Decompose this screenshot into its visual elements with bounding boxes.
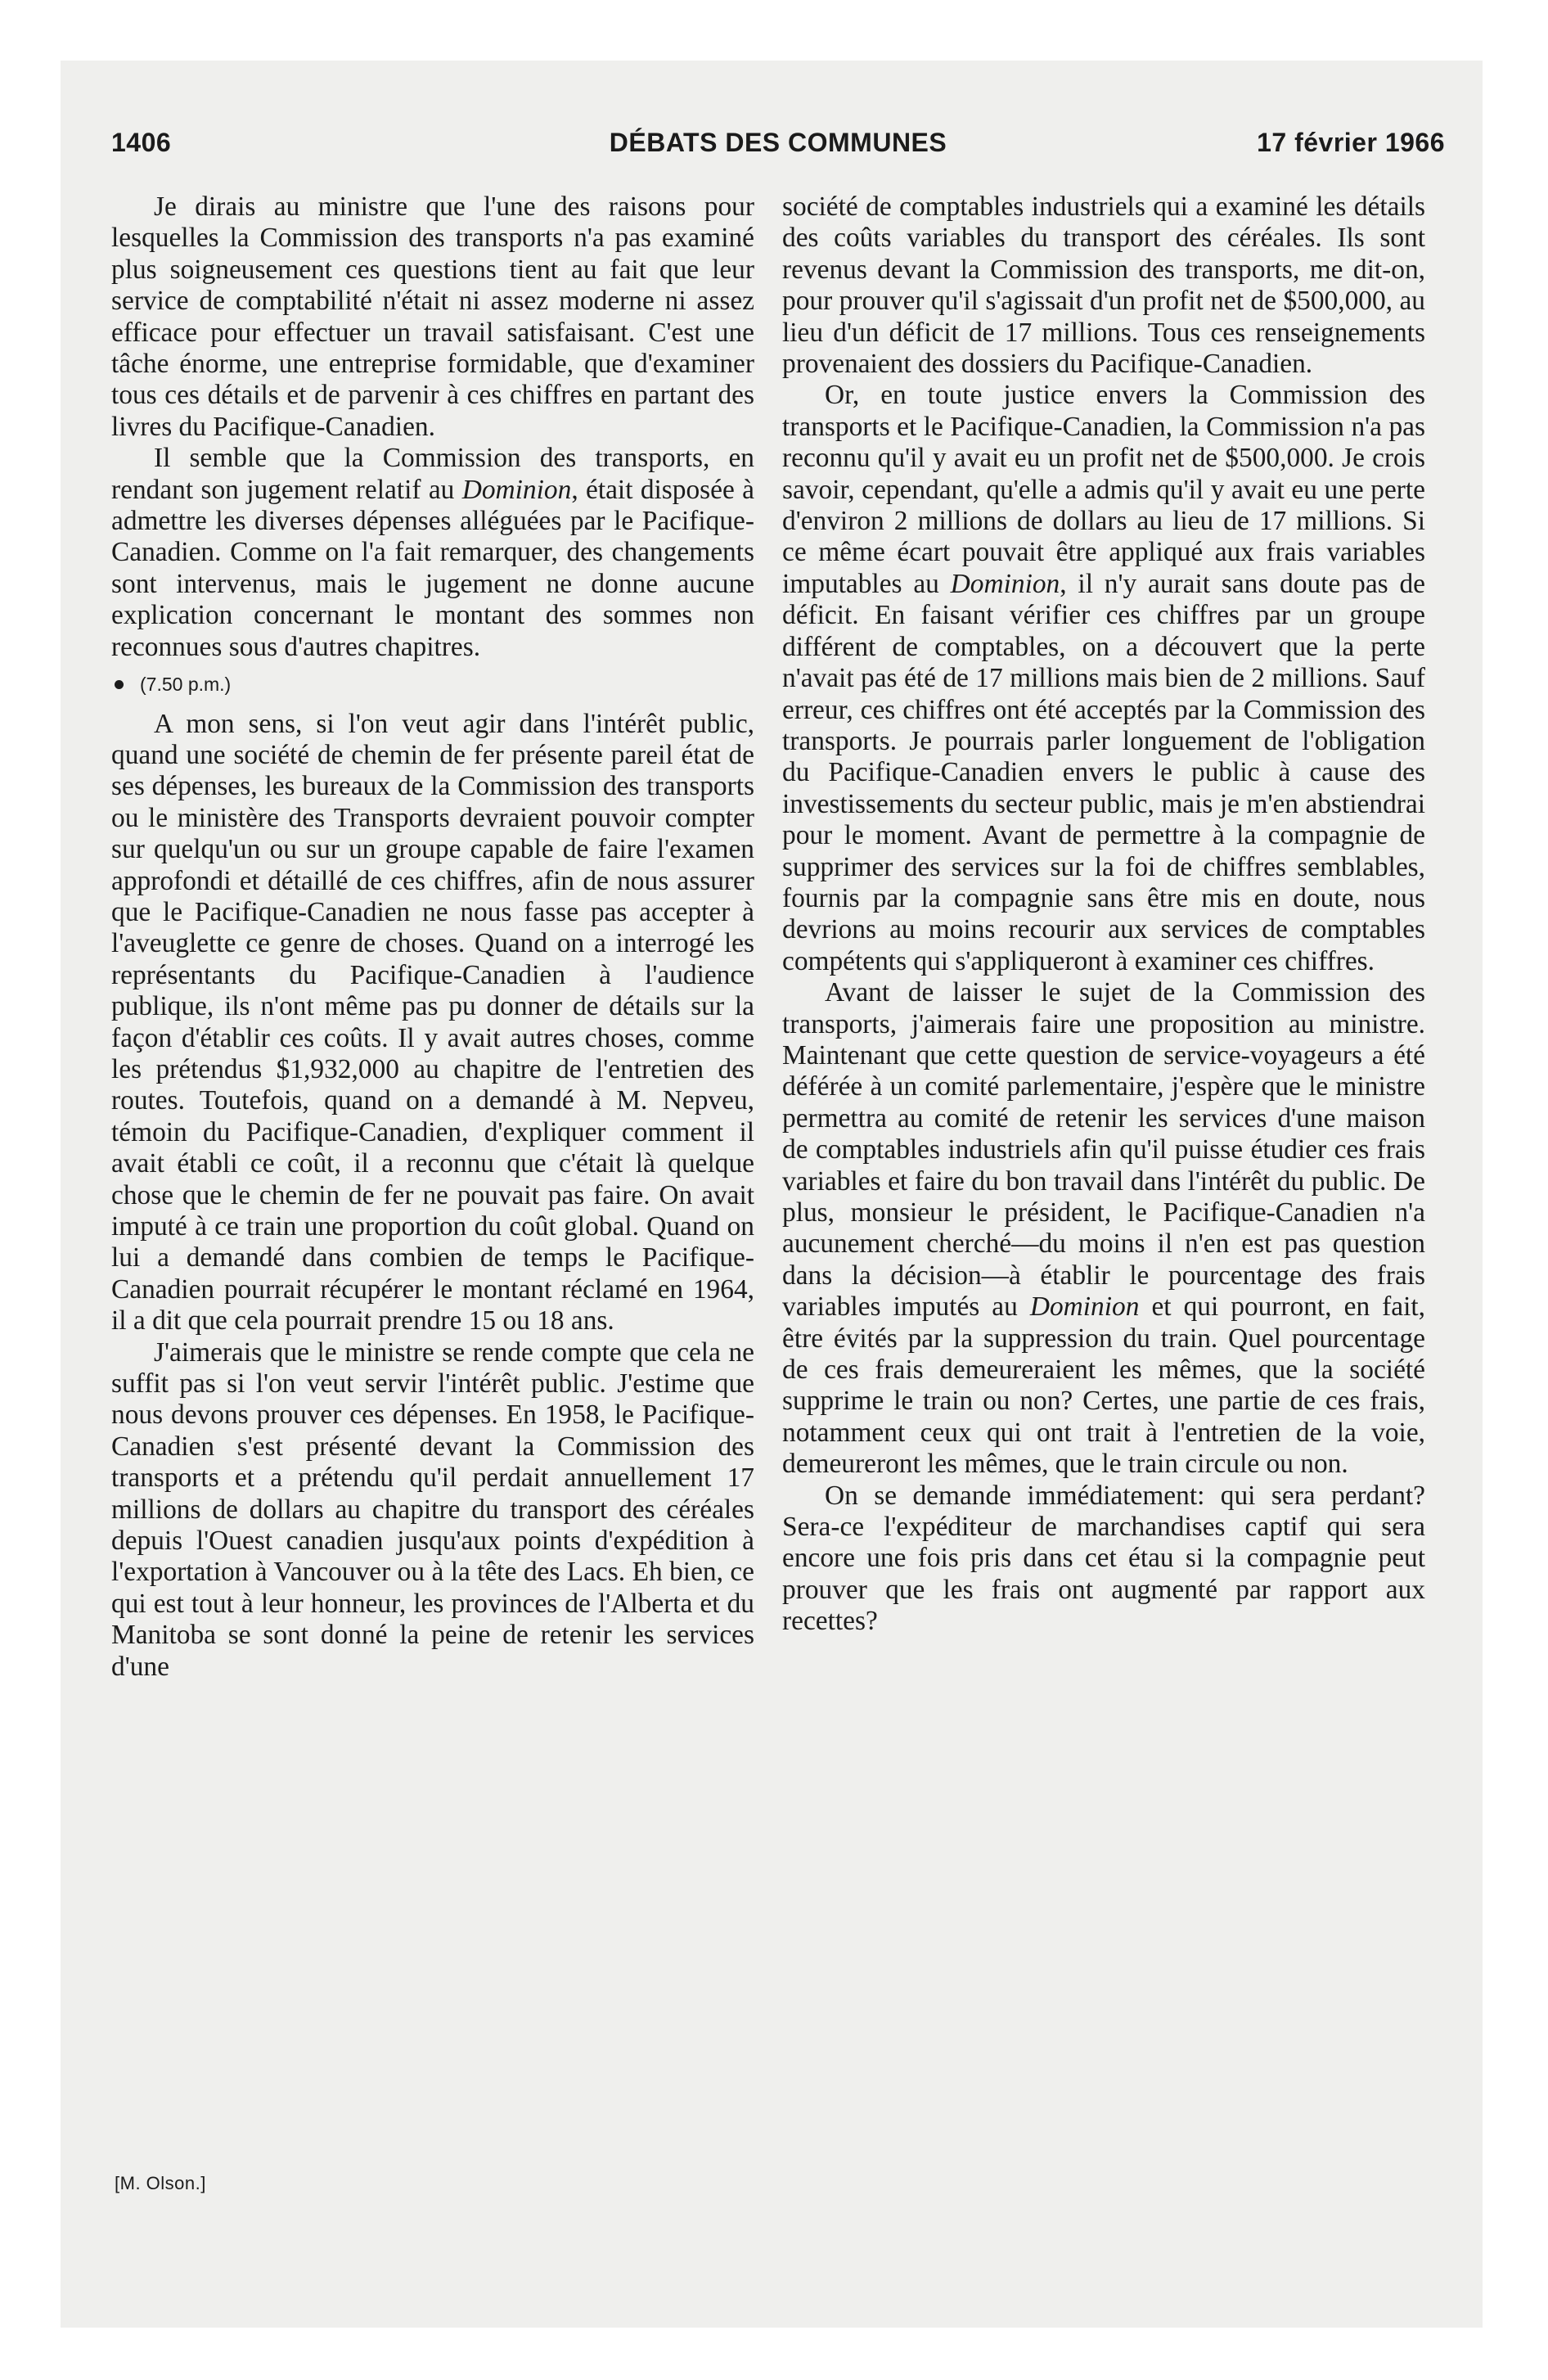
speaker-attribution: [M. Olson.] [115, 2173, 206, 2193]
paragraph-continuation: société de comptables industriels qui a examiné les détails des coûts variables du transport des céréales. Ils sont revenus devant la Commission des transports, me dit-on, pour prouver qu'il s'agissait d'un profit net de $500,000, au lieu d'un déficit de 17 millions. Tous ces renseignements provenaient des dossiers du Pacifique-Canadien. [782, 192, 1425, 380]
paragraph: Or, en toute justice envers la Commission des transports et le Pacifique-Canadien, la Commission n'a pas reconnu qu'il y avait eu un profit net de $500,000. Je crois savoir, cependant, qu'elle a admis qu'il y avait eu une perte d'environ 2 millions de dollars au lieu de 17 millions. Si ce même écart pouvait être appliqué aux frais variables imputables au Dominion, il n'y aurait sans doute pas de déficit. En faisant vérifier ces chiffres par un groupe différent de comptables, on a découvert que la perte n'avait pas été de 17 millions mais bien de 2 millions. Sauf erreur, ces chiffres ont été acceptés par la Commission des transports. Je pourrais parler longuement de l'obligation du Pacifique-Canadien envers le public à cause des investissements du secteur public, mais je m'en abstiendrai pour le moment. Avant de permettre à la compagnie de supprimer des services sur la foi de chiffres semblables, fournis par la compagnie sans être mis en doute, nous devrions au moins recourir aux services de comptables compétents qui s'appliqueront à examiner ces chiffres. [782, 380, 1425, 976]
page-number: 1406 [111, 128, 172, 157]
running-header [111, 128, 1445, 169]
paragraph: Il semble que la Commission des transports, en rendant son jugement relatif au Dominion, était disposée à admettre les diverses dépenses alléguées par le Pacifique-Canadien. Comme on l'a fait remarquer, des changements sont intervenus, mais le jugement ne donne aucune explication concernant le montant des sommes non reconnues sous d'autres chapitres. [111, 443, 754, 662]
left-column [111, 192, 754, 1683]
paragraph: A mon sens, si l'on veut agir dans l'intérêt public, quand une société de chemin de fer présente pareil état de ses dépenses, les bureaux de la Commission des transports ou le ministère des Transports devraient pouvoir compter sur quelqu'un ou sur un groupe capable de faire l'examen approfondi et détaillé de ces chiffres, afin de nous assurer que le Pacifique-Canadien ne nous fasse pas accepter à l'aveuglette ce genre de choses. Quand on a interrogé les représentants du Pacifique-Canadien à l'audience publique, ils n'ont même pas pu donner de détails sur la façon d'établir ces coûts. Il y avait autres choses, comme les prétendus $1,932,000 au chapitre de l'entretien des routes. Toutefois, quand on a demandé à M. Nepveu, témoin du Pacifique-Canadien, d'expliquer comment il avait établi ce coût, il a reconnu que c'était là quelque chose que le chemin de fer ne pouvait pas faire. On avait imputé à ce train une proportion du coût global. Quand on lui a demandé dans combien de temps le Pacifique-Canadien pourrait récupérer le montant réclamé en 1964, il a dit que cela pourrait prendre 15 ou 18 ans. [111, 708, 754, 1336]
time-stamp: (7.50 p.m.) [111, 669, 754, 700]
right-column [782, 192, 1425, 1638]
paragraph: Avant de laisser le sujet de la Commission des transports, j'aimerais faire une proposition au ministre. Maintenant que cette question de service-voyageurs a été déférée à un comité parlementaire, j'espère que le ministre permettra au comité de retenir les services d'une maison de comptables industriels afin qu'il puisse étudier ces frais variables et faire du bon travail dans l'intérêt du public. De plus, monsieur le président, le Pacifique-Canadien n'a aucunement cherché—du moins il n'en est pas question dans la décision—à établir le pourcentage des frais variables imputés au Dominion et qui pourront, en fait, être évités par la suppression du train. Quel pourcentage de ces frais demeureraient les mêmes, que la société supprime le train ou non? Certes, une partie de ces frais, notamment ceux qui ont trait à l'entretien de la voie, demeureront les mêmes, que le train circule ou non. [782, 977, 1426, 1480]
italic-term: Dominion [1029, 1291, 1140, 1323]
publication-title: DÉBATS DES COMMUNES [609, 128, 947, 157]
paragraph: J'aimerais que le ministre se rende compte que cela ne suffit pas si l'on veut servir l'intérêt public. J'estime que nous devons prouver ces dépenses. En 1958, le Pacifique-Canadien s'est présenté devant la Commission des transports et a prétendu qu'il perdait annuellement 17 millions de dollars au chapitre du transport des céréales depuis l'Ouest canadien jusqu'aux points d'expédition à l'exportation à Vancouver ou à la tête des Lacs. Eh bien, ce qui est tout à leur honneur, les provinces de l'Alberta et du Manitoba se sont donné la peine de retenir les services d'une [111, 1336, 754, 1682]
sitting-date: 17 février 1966 [1257, 128, 1445, 157]
paragraph: Je dirais au ministre que l'une des raisons pour lesquelles la Commission des transports n'a pas examiné plus soigneusement ces questions tient au fait que leur service de comptabilité n'était ni assez moderne ni assez efficace pour effectuer un travail satisfaisant. C'est une tâche énorme, une entreprise formidable, que d'examiner tous ces détails et de parvenir à ces chiffres en partant des livres du Pacifique-Canadien. [111, 192, 754, 442]
italic-term: Dominion [950, 568, 1060, 599]
italic-term: Dominion [461, 474, 572, 505]
paragraph: On se demande immédiatement: qui sera perdant? Sera-ce l'expéditeur de marchandises captif qui sera encore une fois pris dans cet étau si la compagnie peut prouver que les frais ont augmenté par rapport aux recettes? [782, 1480, 1425, 1637]
bullet-icon [115, 680, 124, 689]
